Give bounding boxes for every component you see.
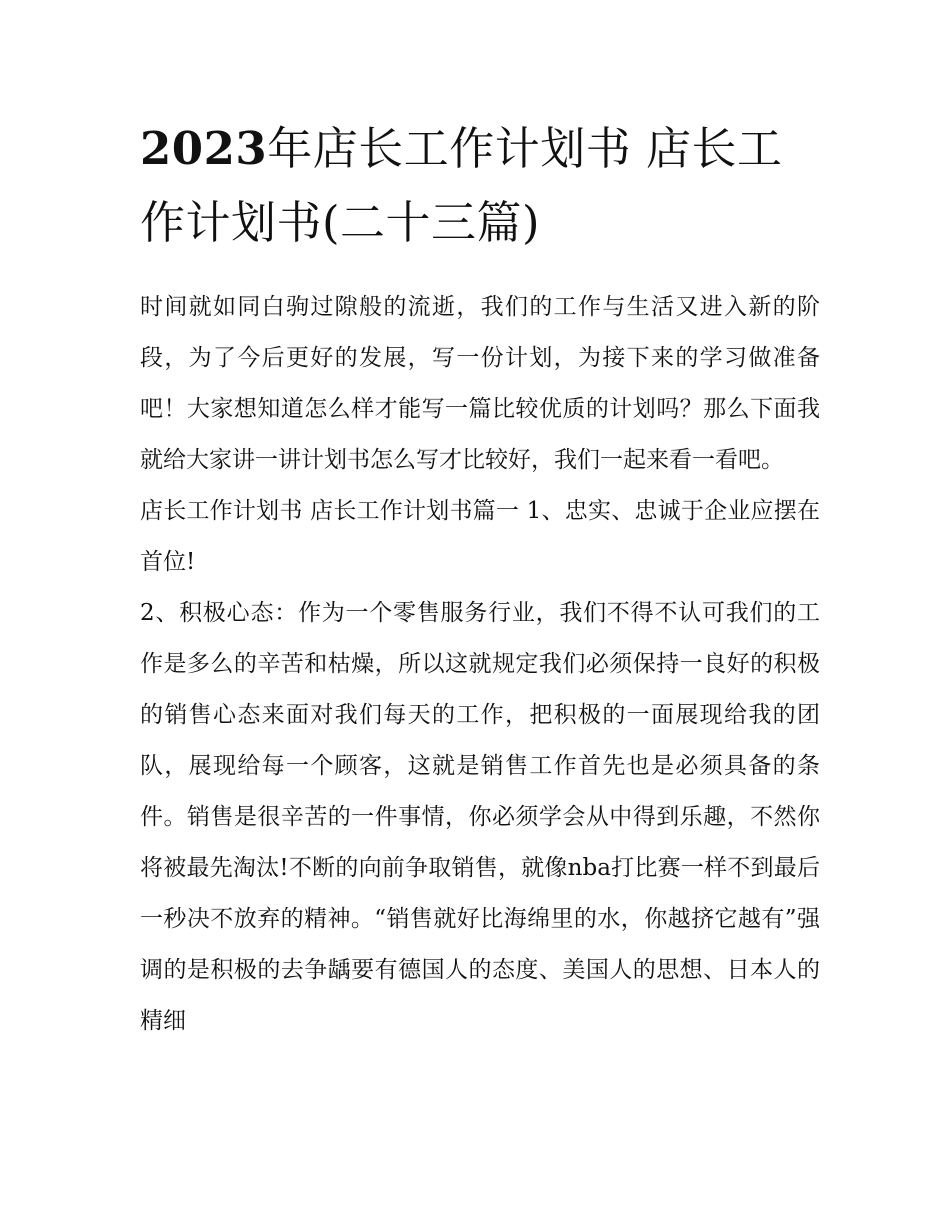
section-two-paragraph: 2、积极心态：作为一个零售服务行业，我们不得不认可我们的工作是多么的辛苦和枯燥，所以这就规定我们必须保持一良好的积极的销售心态来面对我们每天的工作，把积极的一面展现给我的团队，展现给每一个顾客，这就是销售工作首先也是必须具备的条件。销售是很辛苦的一件事情，你必须学会从中得到乐趣，不然你将被最先淘汰!不断的向前争取销售，就像nba打比赛一样不到最后一秒决不放弃的精神。“销售就好比海绵里的水，你越挤它越有”强调的是积极的去争龋要有德国人的态度、美国人的思想、日本人的精细 xyxy=(140,600,820,1034)
title-year: 2023 xyxy=(140,122,268,175)
title-text: 年店长工作计划书 店长工作计划书(二十三篇) xyxy=(140,122,783,249)
intro-paragraph: 时间就如同白驹过隙般的流逝，我们的工作与生活又进入新的阶段，为了今后更好的发展，写一份计划，为接下来的学习做准备吧！大家想知道怎么样才能写一篇比较优质的计划吗？那么下面我就给大家讲一讲计划书怎么写才比较好，我们一起来看一看吧。 xyxy=(140,294,820,473)
document-page xyxy=(140,112,820,1047)
document-title xyxy=(140,112,820,260)
section-one-paragraph: 店长工作计划书 店长工作计划书篇一 1、忠实、忠诚于企业应摆在首位! xyxy=(140,498,820,575)
